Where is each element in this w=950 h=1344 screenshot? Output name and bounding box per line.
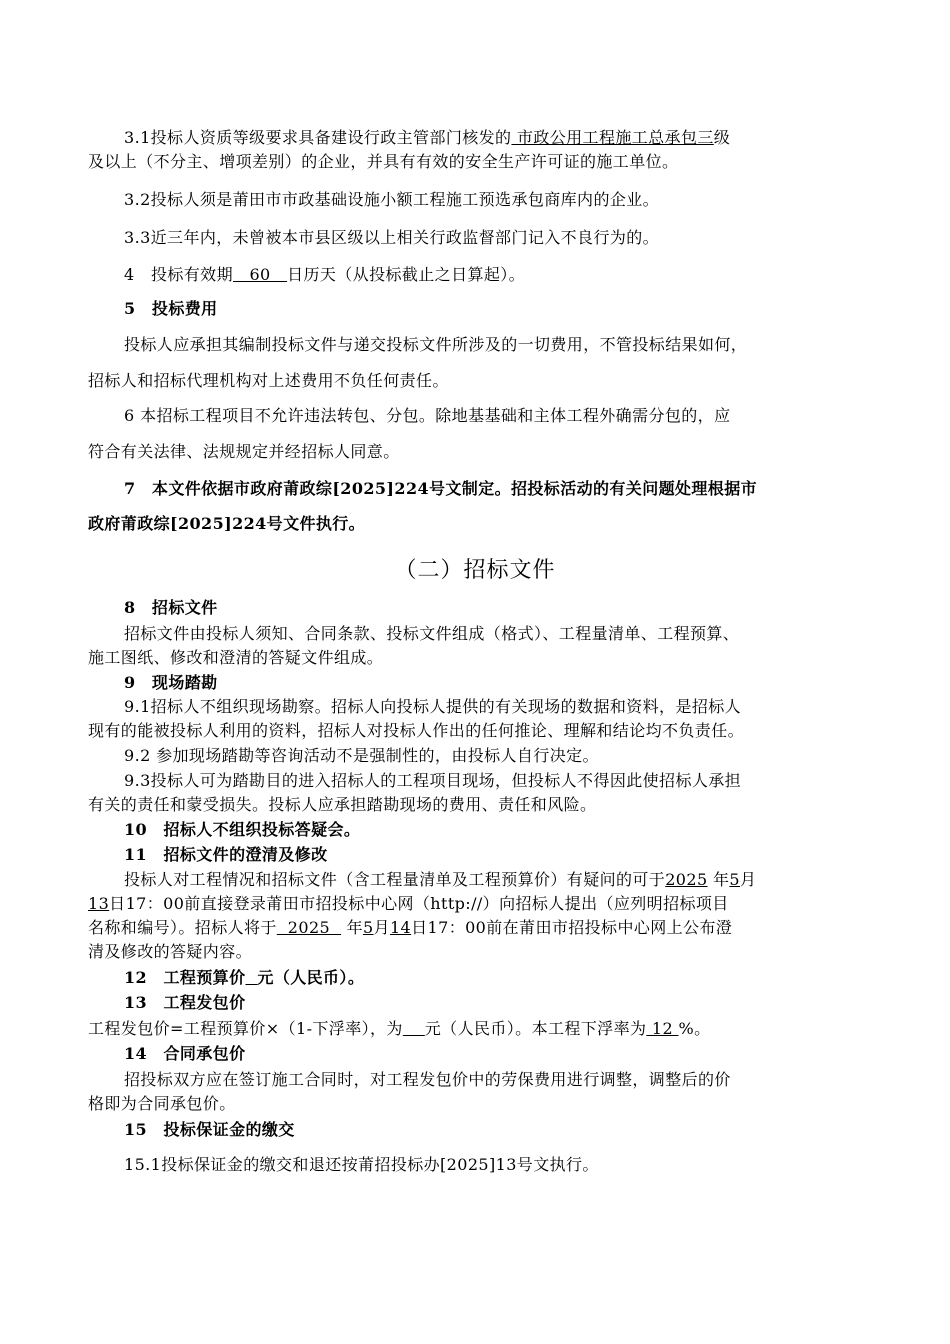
para-5-line-2: 招标人和招标代理机构对上述费用不负任何责任。 xyxy=(88,371,449,390)
heading-9: 9 现场踏勘 xyxy=(124,673,218,692)
section-title: （二）招标文件 xyxy=(394,558,556,583)
para-6-line-2: 符合有关法律、法规规定并经招标人同意。 xyxy=(88,442,400,461)
para-3-2: 3.2投标人须是莆田市市政基础设施小额工程施工预选承包商库内的企业。 xyxy=(124,190,660,209)
para-8-line-2: 施工图纸、修改和澄清的答疑文件组成。 xyxy=(88,648,384,667)
para-4: 4 投标有效期 60 日历天（从投标截止之日算起）。 xyxy=(124,265,526,284)
para-9-1-line-2: 现有的能被投标人利用的资料，招标人对投标人作出的任何推论、理解和结论均不负责任。 xyxy=(88,721,745,740)
para-3-1-line-2: 及以上（不分主、增项差别）的企业，并具有有效的安全生产许可证的施工单位。 xyxy=(88,152,679,171)
para-8-line-1: 招标文件由投标人须知、合同条款、投标文件组成（格式）、工程量清单、工程预算、 xyxy=(124,624,740,643)
para-9-3-line-2: 有关的责任和蒙受损失。投标人应承担踏勘现场的费用、责任和风险。 xyxy=(88,795,597,814)
para-11-line-1: 投标人对工程情况和招标文件（含工程量清单及工程预算价）有疑问的可于2025 年5月 xyxy=(124,870,757,889)
para-9-2: 9.2 参加现场踏勘等咨询活动不是强制性的，由投标人自行决定。 xyxy=(124,746,599,765)
heading-13: 13 工程发包价 xyxy=(124,993,246,1012)
para-3-1-line-1: 3.1投标人资质等级要求具备建设行政主管部门核发的 市政公用工程施工总承包三级 xyxy=(124,128,731,147)
para-15-1: 15.1投标保证金的缴交和退还按莆招投标办[2025]13号文执行。 xyxy=(124,1155,599,1174)
heading-8: 8 招标文件 xyxy=(124,598,218,617)
para-11-line-3: 名称和编号）。招标人将于 2025 年5月14日17：00前在莆田市招投标中心网上公布澄 xyxy=(88,918,733,937)
para-9-3-line-1: 9.3投标人可为踏勘目的进入招标人的工程项目现场，但投标人不得因此使招标人承担 xyxy=(124,771,742,790)
heading-5: 5 投标费用 xyxy=(124,299,218,318)
para-5-line-1: 投标人应承担其编制投标文件与递交投标文件所涉及的一切费用，不管投标结果如何， xyxy=(124,335,748,354)
para-7-line-2: 政府莆政综[2025]224号文件执行。 xyxy=(88,514,366,533)
heading-14: 14 合同承包价 xyxy=(124,1044,246,1063)
para-6-line-1: 6 本招标工程项目不允许违法转包、分包。除地基基础和主体工程外确需分包的，应 xyxy=(124,406,731,425)
para-11-line-2: 13日17：00前直接登录莆田市招投标中心网（http://）向招标人提出（应列明招标项目 xyxy=(88,894,729,913)
heading-10: 10 招标人不组织投标答疑会。 xyxy=(124,820,361,839)
heading-15: 15 投标保证金的缴交 xyxy=(124,1120,295,1139)
heading-11: 11 招标文件的澄清及修改 xyxy=(124,845,328,864)
para-14-line-1: 招投标双方应在签订施工合同时，对工程发包价中的劳保费用进行调整，调整后的价 xyxy=(124,1070,731,1089)
para-13: 工程发包价=工程预算价×（1-下浮率），为 元（人民币）。本工程下浮率为 12 %。 xyxy=(88,1019,711,1038)
para-7-line-1: 7 本文件依据市政府莆政综[2025]224号文制定。招投标活动的有关问题处理根据市 xyxy=(124,479,758,498)
para-9-1-line-1: 9.1招标人不组织现场勘察。招标人向投标人提供的有关现场的数据和资料，是招标人 xyxy=(124,697,742,716)
heading-12: 12 工程预算价 元（人民币）。 xyxy=(124,968,365,987)
para-11-line-4: 清及修改的答疑内容。 xyxy=(88,942,253,961)
para-14-line-2: 格即为合同承包价。 xyxy=(88,1094,236,1113)
para-3-3: 3.3近三年内，未曾被本市县区级以上相关行政监督部门记入不良行为的。 xyxy=(124,228,660,247)
